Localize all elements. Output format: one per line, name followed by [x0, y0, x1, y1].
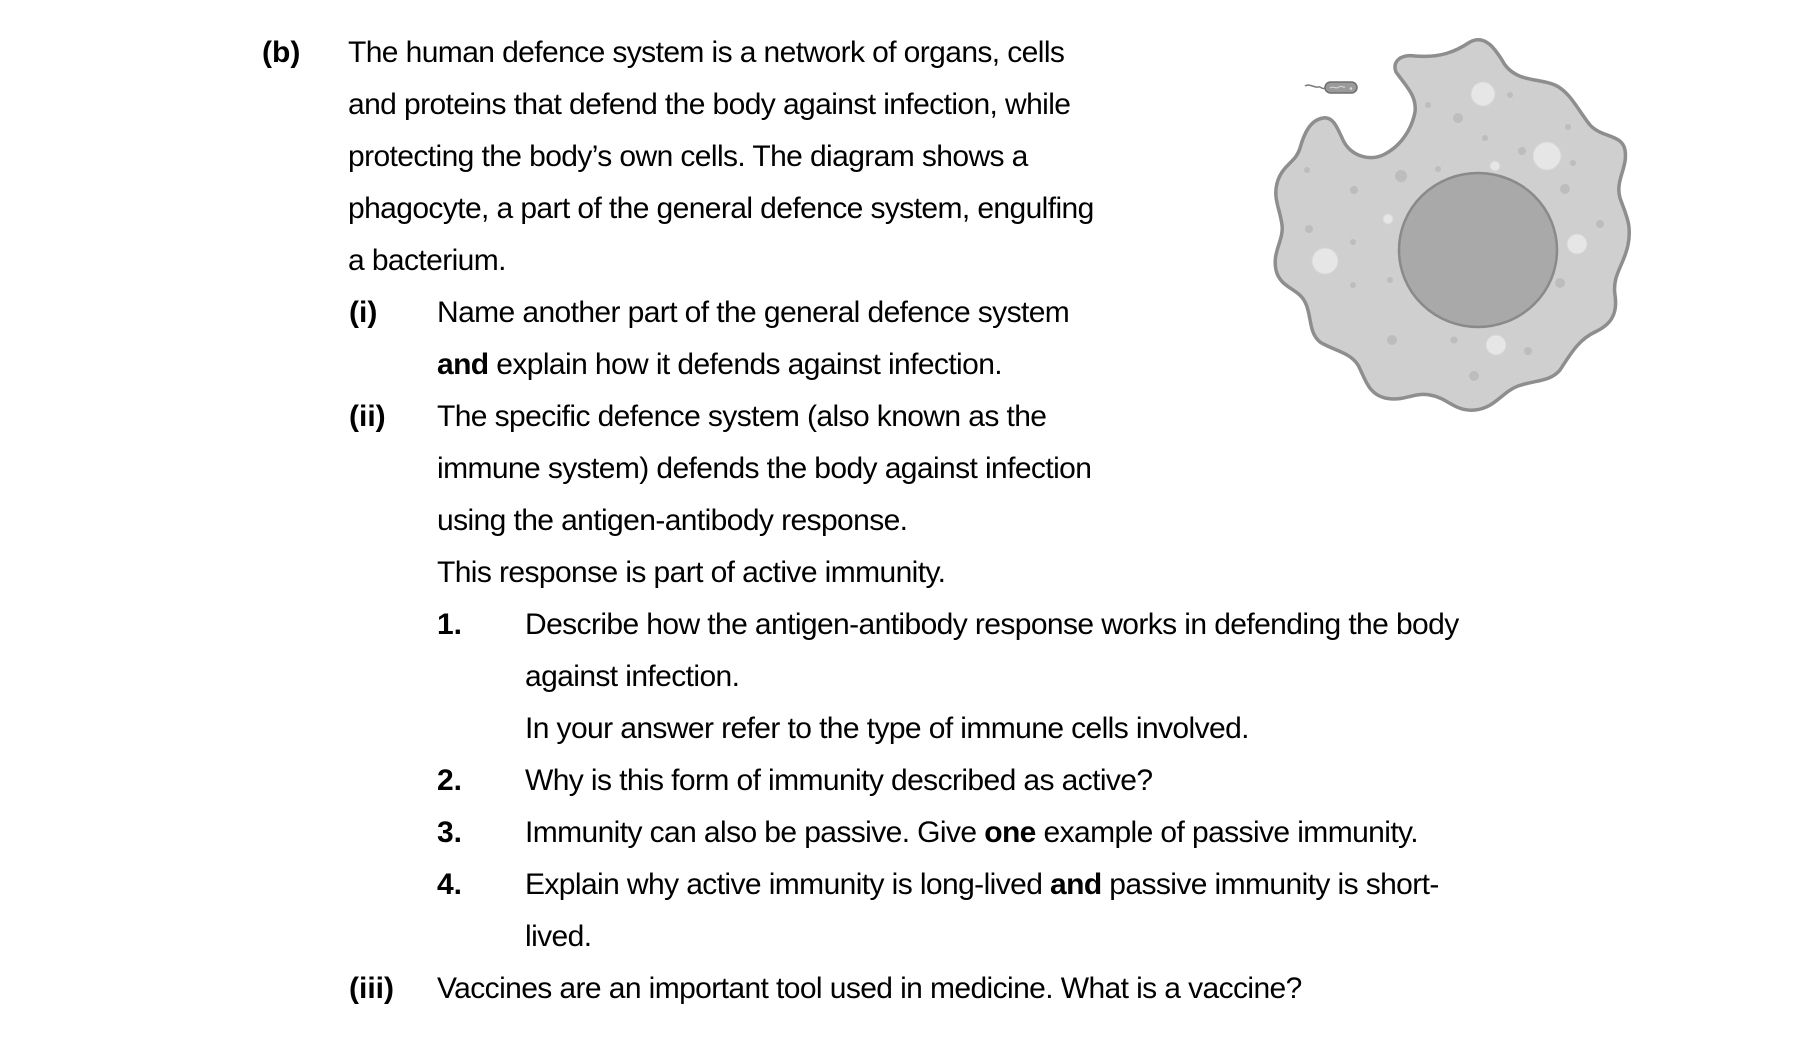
item-1-line-2: against infection.: [525, 660, 740, 693]
intro-line-2: and proteins that defend the body against infection, while: [348, 88, 1071, 121]
item-4-text-pre: Explain why active immunity is long-lived: [525, 868, 1051, 901]
sub-label-i: (i): [349, 296, 378, 329]
sub-ii-line-3: using the antigen-antibody response.: [437, 504, 908, 537]
emphasis-and-2: and: [1050, 868, 1102, 901]
sub-ii-line-2: immune system) defends the body against infection: [437, 452, 1092, 485]
sub-ii-line-4: This response is part of active immunity.: [437, 556, 946, 589]
item-3-text-pre: Immunity can also be passive. Give: [525, 816, 985, 849]
bacterium: [1305, 82, 1357, 93]
intro-line-3: protecting the body’s own cells. The diagram shows a: [348, 140, 1028, 173]
emphasis-and: and: [437, 348, 489, 381]
item-3-text-post: example of passive immunity.: [1035, 816, 1418, 849]
sub-i-line-2-text: explain how it defends against infection.: [488, 348, 1003, 381]
phagocyte-illustration: [1270, 30, 1670, 430]
sub-i-line-1: Name another part of the general defence system: [437, 296, 1070, 329]
sub-label-iii: (iii): [349, 972, 394, 1005]
sub-ii-line-1: The specific defence system (also known as the: [437, 400, 1047, 433]
item-1-line-1: Describe how the antigen-antibody response works in defending the body: [525, 608, 1459, 641]
sub-label-ii: (ii): [349, 400, 386, 433]
sub-iii-line-1: Vaccines are an important tool used in medicine. What is a vaccine?: [437, 972, 1302, 1005]
sub-i-line-2: [437, 347, 1002, 383]
phagocyte-diagram: [1270, 30, 1670, 430]
phagocyte-nucleus: [1399, 173, 1557, 327]
item-4-line-1: [525, 867, 1439, 903]
intro-line-4: phagocyte, a part of the general defence system, engulfing: [348, 192, 1094, 225]
intro-line-5: a bacterium.: [348, 244, 506, 277]
item-4-text-post: passive immunity is short-: [1101, 868, 1439, 901]
emphasis-one: one: [984, 816, 1036, 849]
item-4-line-2: lived.: [525, 920, 592, 953]
item-number-1: 1.: [437, 608, 463, 641]
item-2-line-1: Why is this form of immunity described as active?: [525, 764, 1153, 797]
item-1-line-3: In your answer refer to the type of immune cells involved.: [525, 712, 1249, 745]
item-number-2: 2.: [437, 764, 463, 797]
item-3-line-1: [525, 815, 1418, 851]
item-number-4: 4.: [437, 868, 463, 901]
item-number-3: 3.: [437, 816, 463, 849]
intro-line-1: The human defence system is a network of organs, cells: [348, 36, 1065, 69]
part-label-b: (b): [262, 36, 301, 69]
